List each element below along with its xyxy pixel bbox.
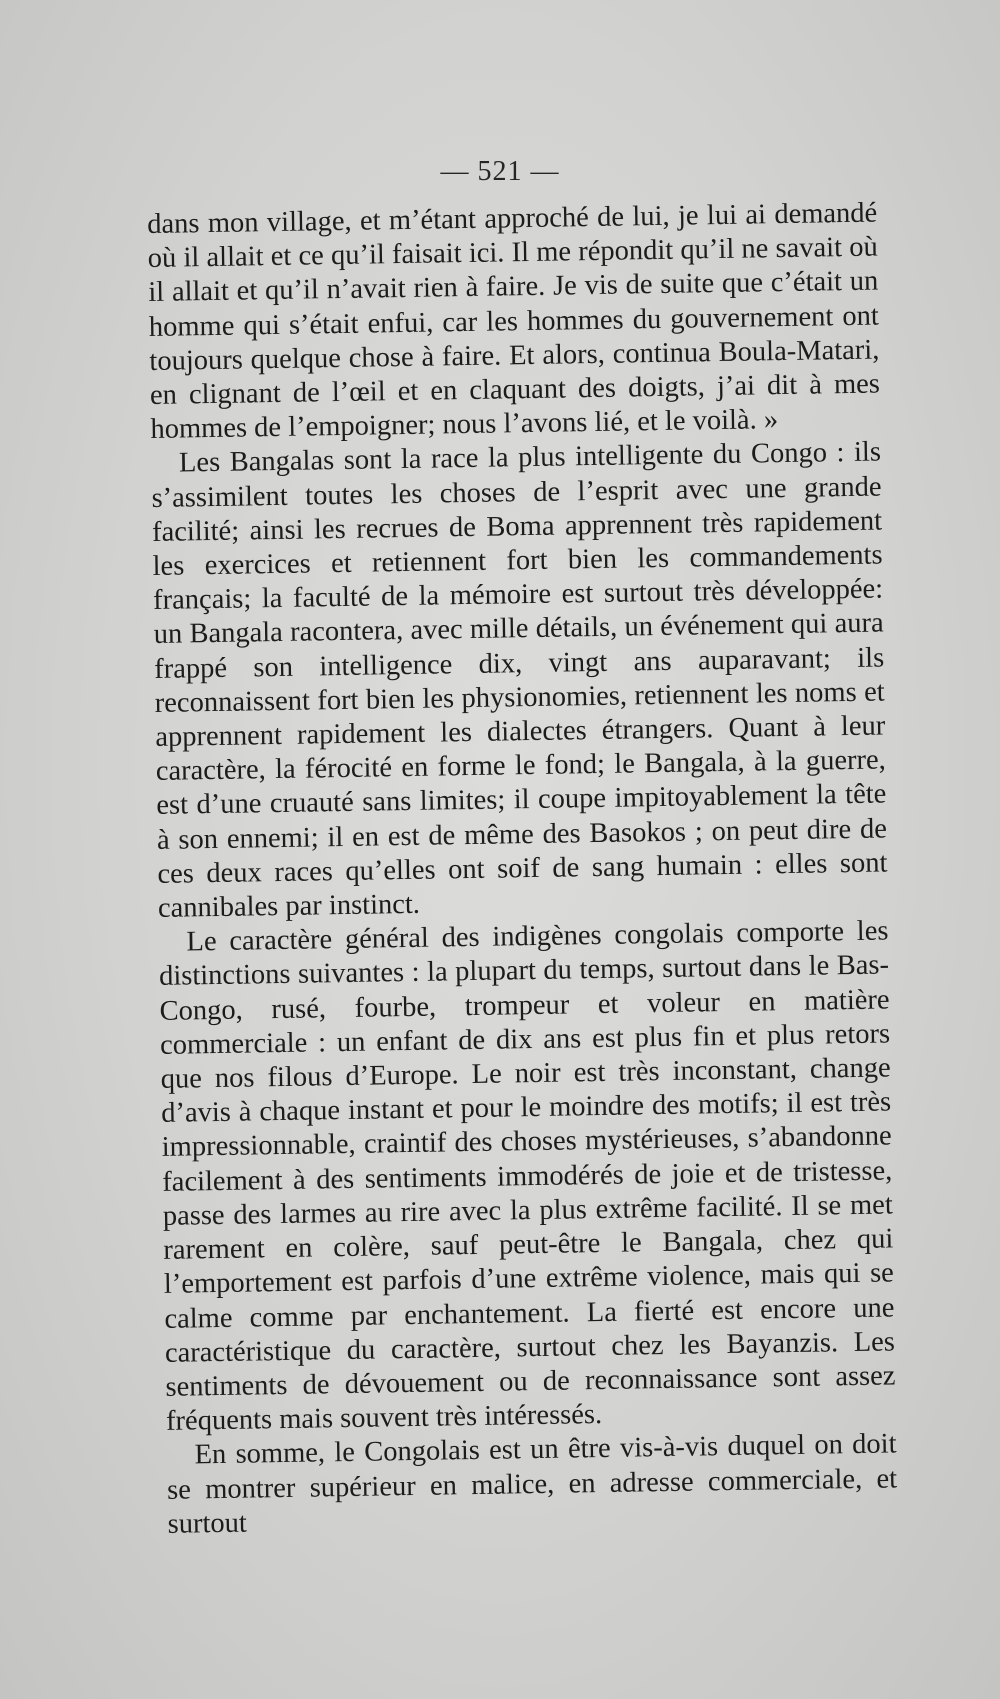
paragraph-general-character: Le caractère général des indigènes congolais comporte les distinctions suivantes : la plupart du temps, surtout dans le Bas-Congo, rusé, fourbe, trompeur et voleur en matière commerciale : un enfant de dix ans est plus fin et plus retors que nos filous d’Europe. Le noir est très inconstant, change d’avis à chaque instant et pour le moindre des motifs; il est très impressionnable, craintif des choses mystérieuses, s’abandonne facilement à des sentiments immodérés de joie et de tristesse, passe des larmes au rire avec la plus extrême facilité. Il se met rarement en colère, sauf peut-être le Bangala, chez qui l’emportement est parfois d’une extrême violence, mais qui se calme comme par enchantement. La fierté est encore une caractéristique du caractère, surtout chez les Bayanzis. Les sentiments de dévouement ou de reconnaissance sont assez fréquents mais souvent très intéressés. bbox=[158, 915, 896, 1437]
paragraph-continuation: dans mon village, et m’étant approché de lui, je lui ai demandé où il allait et ce qu’il faisait ici. Il me répondit qu’il ne savait où il allait et qu’il n’avait rien à faire. Je vis de suite que c’était un homme qui s’était enfui, car les hommes du gouvernement ont toujours quelque chose à faire. Et alors, continua Boula-Matari, en clignant de l’œil et en claquant des doigts, j’ai dit à mes hommes de l’empoigner; nous l’avons lié, et le voilà. » bbox=[147, 197, 881, 446]
paragraph-summary: En somme, le Congolais est un être vis-à-vis duquel on doit se montrer supérieur en malice, en adresse commerciale, et surtout bbox=[166, 1428, 898, 1540]
body-text bbox=[147, 197, 898, 1542]
page-number: — 521 — bbox=[440, 156, 560, 187]
paragraph-bangalas: Les Bangalas sont la race la plus intelligente du Congo : ils s’assimilent toutes les choses de l’esprit avec une grande facilité; ainsi les recrues de Boma apprennent très rapidement les exercices et retiennent fort bien les commandements français; la faculté de la mémoire est surtout très développée: un Bangala racontera, avec mille détails, un événement qui aura frappé son intelligence dix, vingt ans auparavant; ils reconnaissent fort bien les physionomies, retiennent les noms et apprennent rapidement les dialectes étrangers. Quant à leur caractère, la férocité en forme le fond; le Bangala, à la guerre, est d’une cruauté sans limites; il coupe impitoyablement la tête à son ennemi; il en est de même des Basokos ; on peut dire de ces deux races qu’elles ont soif de sang humain : elles sont cannibales par instinct. bbox=[151, 436, 888, 924]
